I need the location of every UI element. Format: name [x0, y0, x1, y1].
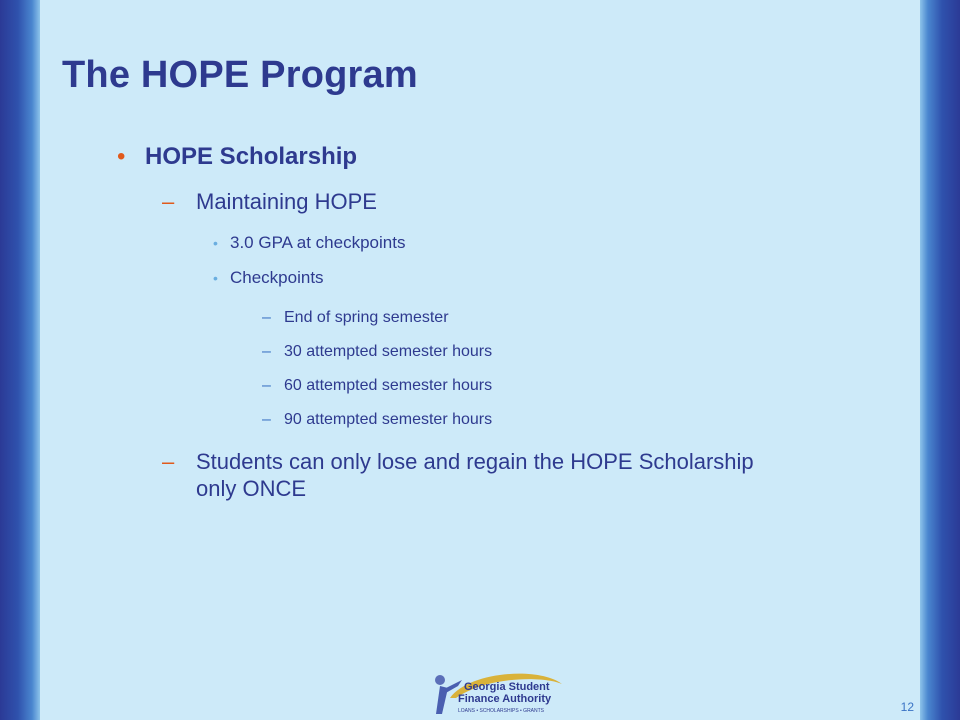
checkpoint-text: 90 attempted semester hours	[284, 411, 493, 428]
checkpoint-item	[262, 411, 492, 429]
dash-icon: –	[262, 411, 271, 428]
checkpoint-item	[262, 309, 449, 327]
logo-tagline: LOANS • SCHOLARSHIPS • GRANTS	[458, 708, 545, 714]
dash-icon: –	[262, 343, 271, 360]
note-text: Students can only lose and regain the HOPE Scholarship only ONCE	[196, 449, 754, 501]
list-item	[213, 233, 405, 253]
list-item	[213, 268, 324, 288]
bullet-icon: •	[213, 235, 218, 251]
dash-icon: –	[262, 377, 271, 394]
page-number: 12	[900, 700, 914, 714]
slide-title: The HOPE Program	[62, 54, 418, 96]
dash-icon: –	[162, 189, 175, 214]
dash-icon: –	[262, 309, 271, 326]
logo-line1: Georgia Student	[464, 681, 550, 693]
subheading-text: Maintaining HOPE	[196, 189, 377, 214]
list-item-text: 3.0 GPA at checkpoints	[230, 233, 406, 252]
checkpoint-item	[262, 343, 492, 361]
note-item	[162, 448, 756, 502]
dash-icon: –	[162, 449, 175, 474]
gsfa-logo	[428, 668, 568, 716]
checkpoint-text: 30 attempted semester hours	[284, 343, 493, 360]
checkpoint-text: 60 attempted semester hours	[284, 377, 493, 394]
checkpoint-item	[262, 377, 492, 395]
right-border-bar	[920, 0, 960, 720]
heading-text: HOPE Scholarship	[145, 143, 358, 170]
left-border-bar	[0, 0, 40, 720]
bullet-heading	[117, 143, 357, 171]
bullet-icon: •	[213, 270, 218, 286]
list-item-text: Checkpoints	[230, 268, 324, 287]
bullet-icon: •	[117, 143, 126, 170]
checkpoint-text: End of spring semester	[284, 309, 449, 326]
logo-line2: Finance Authority	[458, 693, 552, 705]
subheading-item	[162, 189, 377, 215]
